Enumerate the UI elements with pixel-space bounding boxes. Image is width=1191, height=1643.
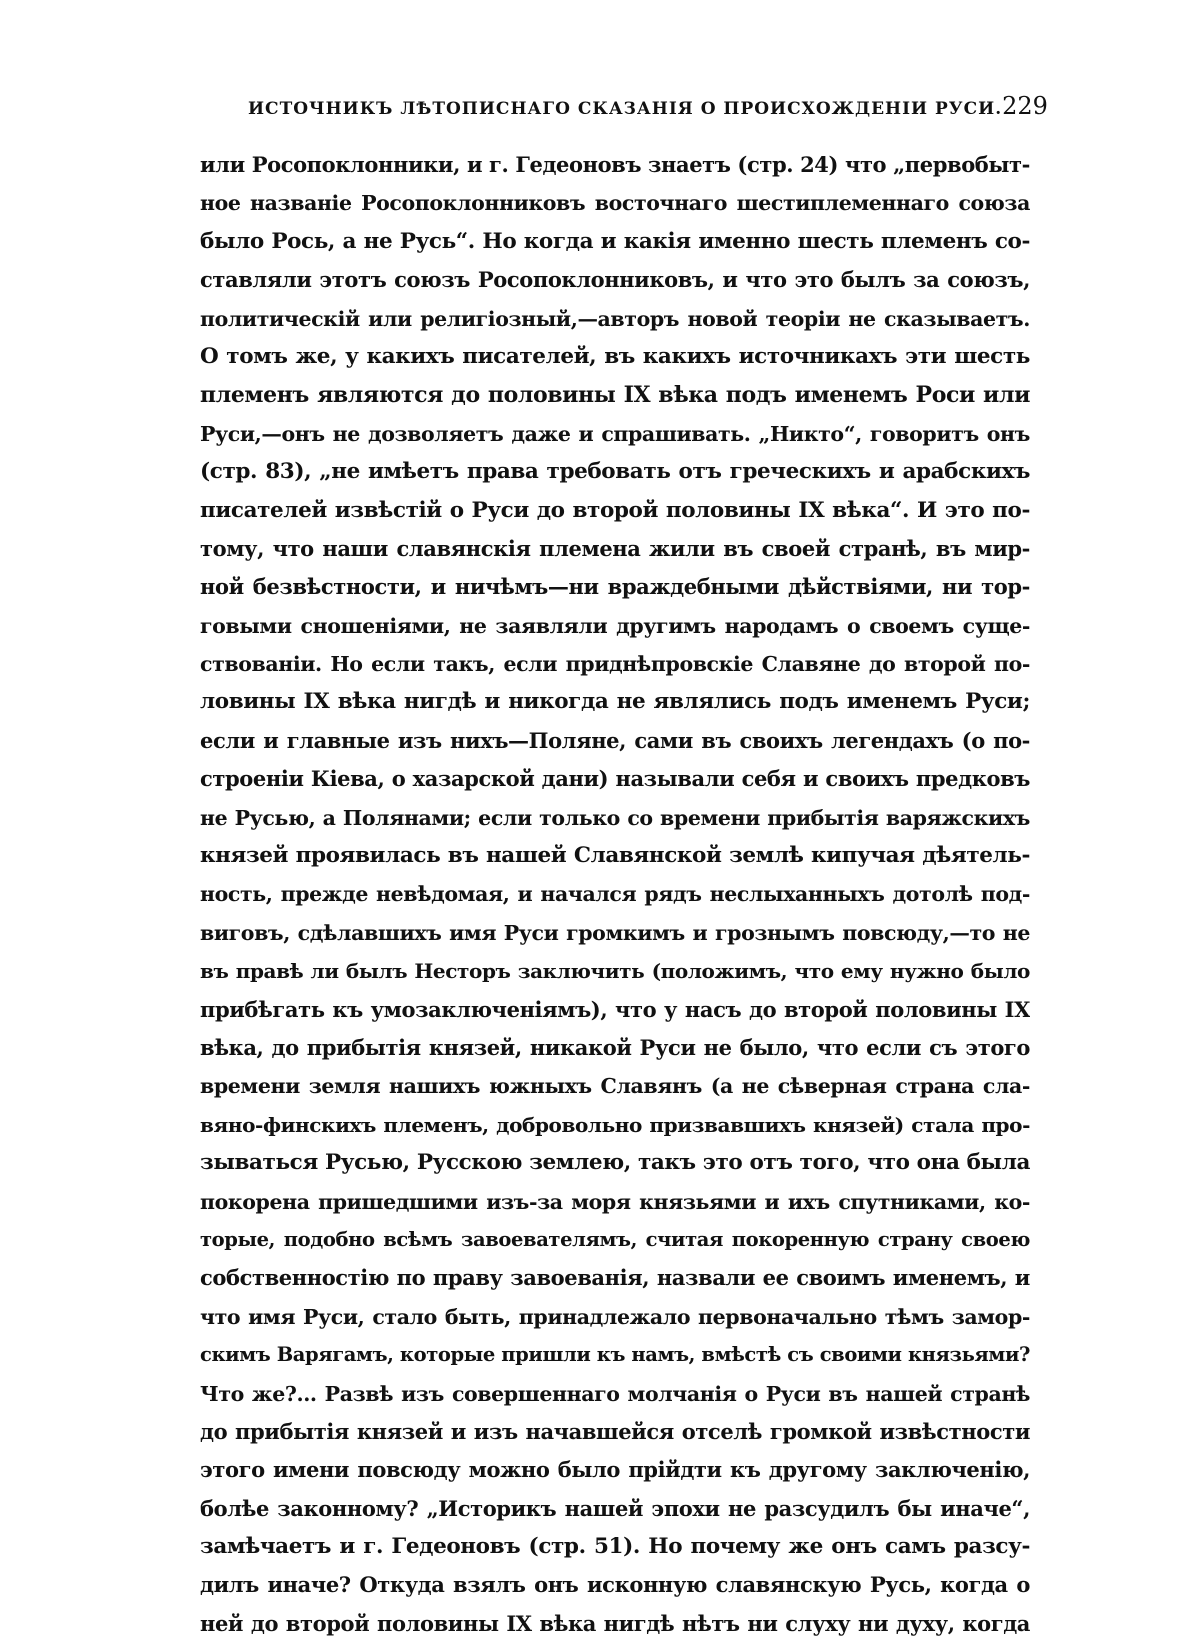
text-line: что имя Руси, стало быть, принадлежало первоначально тѣмъ замор- bbox=[200, 1304, 1030, 1329]
text-line: покорена пришедшими изъ-за моря князьями и ихъ спутниками, ко- bbox=[200, 1189, 1030, 1214]
text-line: торые, подобно всѣмъ завоевателямъ, считая покоренную страну своею bbox=[200, 1227, 1030, 1251]
text-line: говыми сношеніями, не заявляли другимъ народамъ о своемъ суще- bbox=[200, 613, 1030, 638]
text-line: собственностію по праву завоеванія, назвали ее своимъ именемъ, и bbox=[200, 1265, 1030, 1291]
text-line: было Рось, а не Русь“. Но когда и какія именно шесть племенъ со- bbox=[200, 228, 1030, 254]
text-line: (стр. 83), „не имѣетъ права требовать отъ греческихъ и арабскихъ bbox=[200, 459, 1030, 485]
text-line: ней до второй половины IX вѣка нигдѣ нѣтъ ни слуху ни духу, когда bbox=[200, 1610, 1030, 1636]
text-line: зываться Русью, Русскою землею, такъ это отъ того, что она была bbox=[200, 1150, 1030, 1176]
text-line: замѣчаетъ и г. Гедеоновъ (стр. 51). Но почему же онъ самъ разсу- bbox=[200, 1534, 1030, 1560]
text-line: ловины IX вѣка нигдѣ и никогда не являлись подъ именемъ Руси; bbox=[200, 689, 1030, 715]
text-line: вѣка, до прибытія князей, никакой Руси не было, что если съ этого bbox=[200, 1034, 1030, 1060]
text-line: до прибытія князей и изъ начавшейся отселѣ громкой извѣстности bbox=[200, 1418, 1030, 1444]
text-line: Что же?... Развѣ изъ совершеннаго молчанія о Руси въ нашей странѣ bbox=[200, 1381, 1030, 1406]
text-line: или Росопоклонники, и г. Гедеоновъ знаетъ (стр. 24) что „первобыт- bbox=[200, 152, 1030, 177]
text-line: болѣе законному? „Историкъ нашей эпохи не разсудилъ бы иначе“, bbox=[200, 1495, 1030, 1521]
text-line: князей проявилась въ нашей Славянской землѣ кипучая дѣятель- bbox=[200, 843, 1030, 869]
text-line: скимъ Варягамъ, которые пришли къ намъ, вмѣстѣ съ своими князьями? bbox=[200, 1343, 1030, 1367]
text-line: племенъ являются до половины IX вѣка подъ именемъ Роси или bbox=[200, 382, 1030, 409]
text-line: если и главные изъ нихъ—Поляне, сами въ своихъ легендахъ (о по- bbox=[200, 727, 1030, 753]
text-line: не Русью, а Полянами; если только со времени прибытія варяжскихъ bbox=[200, 805, 1030, 830]
text-line: виговъ, сдѣлавшихъ имя Руси громкимъ и грознымъ повсюду,—то не bbox=[200, 920, 1030, 945]
text-line: политическій или религіозный,—авторъ новой теоріи не сказываетъ. bbox=[200, 306, 1030, 331]
text-line: тому, что наши славянскія племена жили въ своей странѣ, въ мир- bbox=[200, 535, 1030, 561]
text-line: ной безвѣстности, и ничѣмъ—ни враждебными дѣйствіями, ни тор- bbox=[200, 574, 1030, 600]
text-line: ставляли этотъ союзъ Росопоклонниковъ, и что это былъ за союзъ, bbox=[200, 267, 1030, 293]
text-line: О томъ же, у какихъ писателей, въ какихъ источникахъ эти шесть bbox=[200, 343, 1030, 369]
text-line: ствованіи. Но если такъ, если приднѣпровскіе Славяне до второй по- bbox=[200, 652, 1030, 677]
body-text bbox=[200, 146, 1030, 1643]
text-line: дилъ иначе? Откуда взялъ онъ исконную славянскую Русь, когда о bbox=[200, 1572, 1030, 1598]
text-line: писателей извѣстій о Руси до второй половины IX вѣка“. И это по- bbox=[200, 497, 1030, 523]
text-line: Руси,—онъ не дозволяетъ даже и спрашивать. „Никто“, говоритъ онъ bbox=[200, 421, 1030, 446]
text-line: въ правѣ ли былъ Несторъ заключить (положимъ, что ему нужно было bbox=[200, 959, 1030, 984]
text-line: прибѣгать къ умозаключеніямъ), что у насъ до второй половины IX bbox=[200, 996, 1030, 1022]
text-line: ность, прежде невѣдомая, и начался рядъ неслыханныхъ дотолѣ под- bbox=[200, 882, 1030, 907]
book-page bbox=[200, 92, 1048, 1643]
text-line: строеніи Кіева, о хазарской дани) называли себя и своихъ предковъ bbox=[200, 766, 1030, 792]
text-line: вяно-финскихъ племенъ, добровольно призвавшихъ князей) стала про- bbox=[200, 1112, 1030, 1137]
running-title: ИСТОЧНИКЪ ЛѢТОПИСНАГО СКАЗАНІЯ О ПРОИСХОЖДЕНІИ РУСИ. bbox=[248, 99, 1003, 119]
page-number: 229 bbox=[1002, 92, 1048, 120]
text-line: этого имени повсюду можно было прійдти къ другому заключенію, bbox=[200, 1457, 1030, 1483]
running-head bbox=[200, 92, 1048, 138]
text-line: времени земля нашихъ южныхъ Славянъ (а не сѣверная страна сла- bbox=[200, 1074, 1030, 1099]
text-line: ное названіе Росопоклонниковъ восточнаго шестиплеменнаго союза bbox=[200, 191, 1030, 216]
